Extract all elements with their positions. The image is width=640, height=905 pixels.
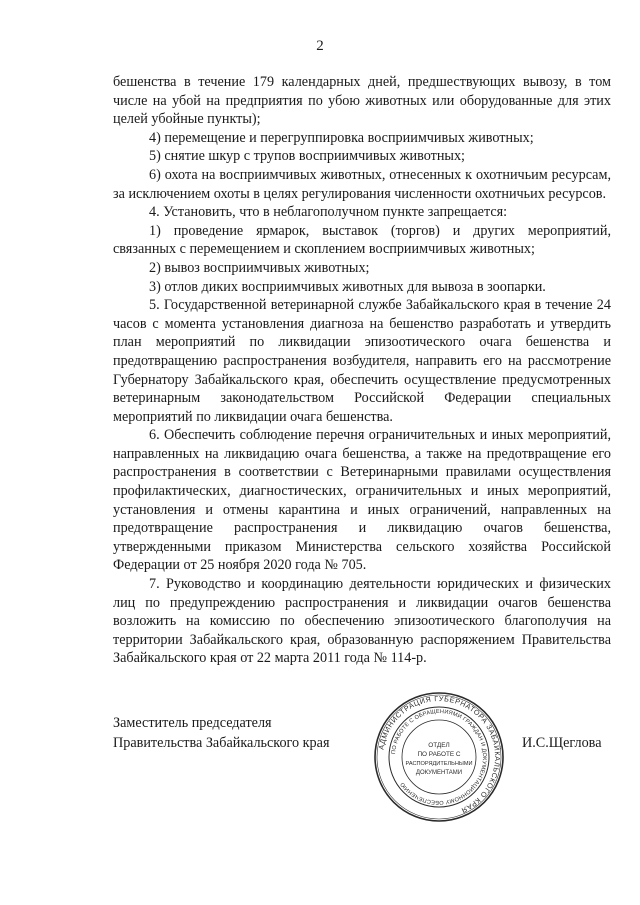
signature-position [113, 713, 329, 753]
paragraph-item-4: 4) перемещение и перегруппировка восприимчивых животных; [149, 129, 534, 146]
signature-position-line1: Заместитель председателя [113, 715, 272, 731]
paragraph-clause-7: 7. Руководство и координацию деятельности юридических и физических лиц по предупреждению распространения и ликвидации очагов бешенства возложить на комиссию по обеспечению эпизоотического благополучия на территории Забайкальского края, образованную распоряжением Правительства Забайкальского края от 22 марта 2011 года № 114-р. [113, 576, 611, 667]
signature-name: И.С.Щеглова [522, 735, 602, 751]
official-stamp [372, 690, 506, 824]
paragraph-clause-5: 5. Государственной ветеринарной службе Забайкальского края в течение 24 часов с момента установления диагноза на бешенство разработать и утвердить план мероприятий по ликвидации эпизоотического очага бешенства и предотвращению распространения возбудителя, направить его на рассмотрение Губернатору Забайкальского края, обеспечить осуществление предусмотренных ветеринарным законодательством Российской Федерации специальных мероприятий по ликвидации очага бешенства. [113, 297, 611, 425]
document-body [113, 73, 611, 668]
stamp-center-line-1: ОТДЕЛ [428, 742, 450, 749]
stamp-center-line-2: ПО РАБОТЕ С [417, 751, 461, 758]
paragraph-clause-4-item-2: 2) вывоз восприимчивых животных; [149, 259, 370, 276]
stamp-center-line-3: РАСПОРЯДИТЕЛЬНЫМИ [405, 761, 473, 767]
paragraph-clause-4-item-3: 3) отлов диких восприимчивых животных для вывоза в зоопарки. [149, 278, 546, 295]
page-number: 2 [316, 38, 324, 54]
paragraph-clause-6: 6. Обеспечить соблюдение перечня ограничительных и иных мероприятий, направленных на ликвидацию очага бешенства, а также на предотвращение его распространения в соответствии с Ветеринарными правилами осуществления профилактических, диагностических, ограничительных и иных мероприятий, установления и отмены карантина и иных ограничений, направленных на предотвращение распространения и ликвидацию очагов бешенства, утвержденными приказом Министерства сельского хозяйства Российской Федерации от 25 ноября 2020 года № 705. [113, 427, 611, 574]
signature-position-line2: Правительства Забайкальского края [113, 735, 330, 751]
stamp-outer-text: АДМИНИСТРАЦИЯ ГУБЕРНАТОРА ЗАБАЙКАЛЬСКОГО КРАЯ [376, 693, 503, 816]
paragraph-item-6: 6) охота на восприимчивых животных, отнесенных к охотничьим ресурсам, за исключением охоты в целях регулирования численности охотничьих ресурсов. [113, 166, 611, 202]
stamp-inner-text: ПО РАБОТЕ С ОБРАЩЕНИЯМИ ГРАЖДАН И ДОКУМЕНТАЦИОННОМУ ОБЕСПЕЧЕНИЮ [391, 708, 488, 806]
paragraph-continuation: бешенства в течение 179 календарных дней, предшествующих вывозу, в том числе на убой на предприятия по убою животных или оборудованные для этих целей убойные пункты); [113, 74, 611, 128]
paragraph-item-5: 5) снятие шкур с трупов восприимчивых животных; [149, 148, 465, 165]
paragraph-clause-4: 4. Установить, что в неблагополучном пункте запрещается: [149, 204, 508, 221]
paragraph-clause-4-item-1: 1) проведение ярмарок, выставок (торгов) и других мероприятий, связанных с перемещением и скоплением восприимчивых животных; [113, 222, 611, 258]
stamp-center-line-4: ДОКУМЕНТАМИ [415, 770, 463, 776]
